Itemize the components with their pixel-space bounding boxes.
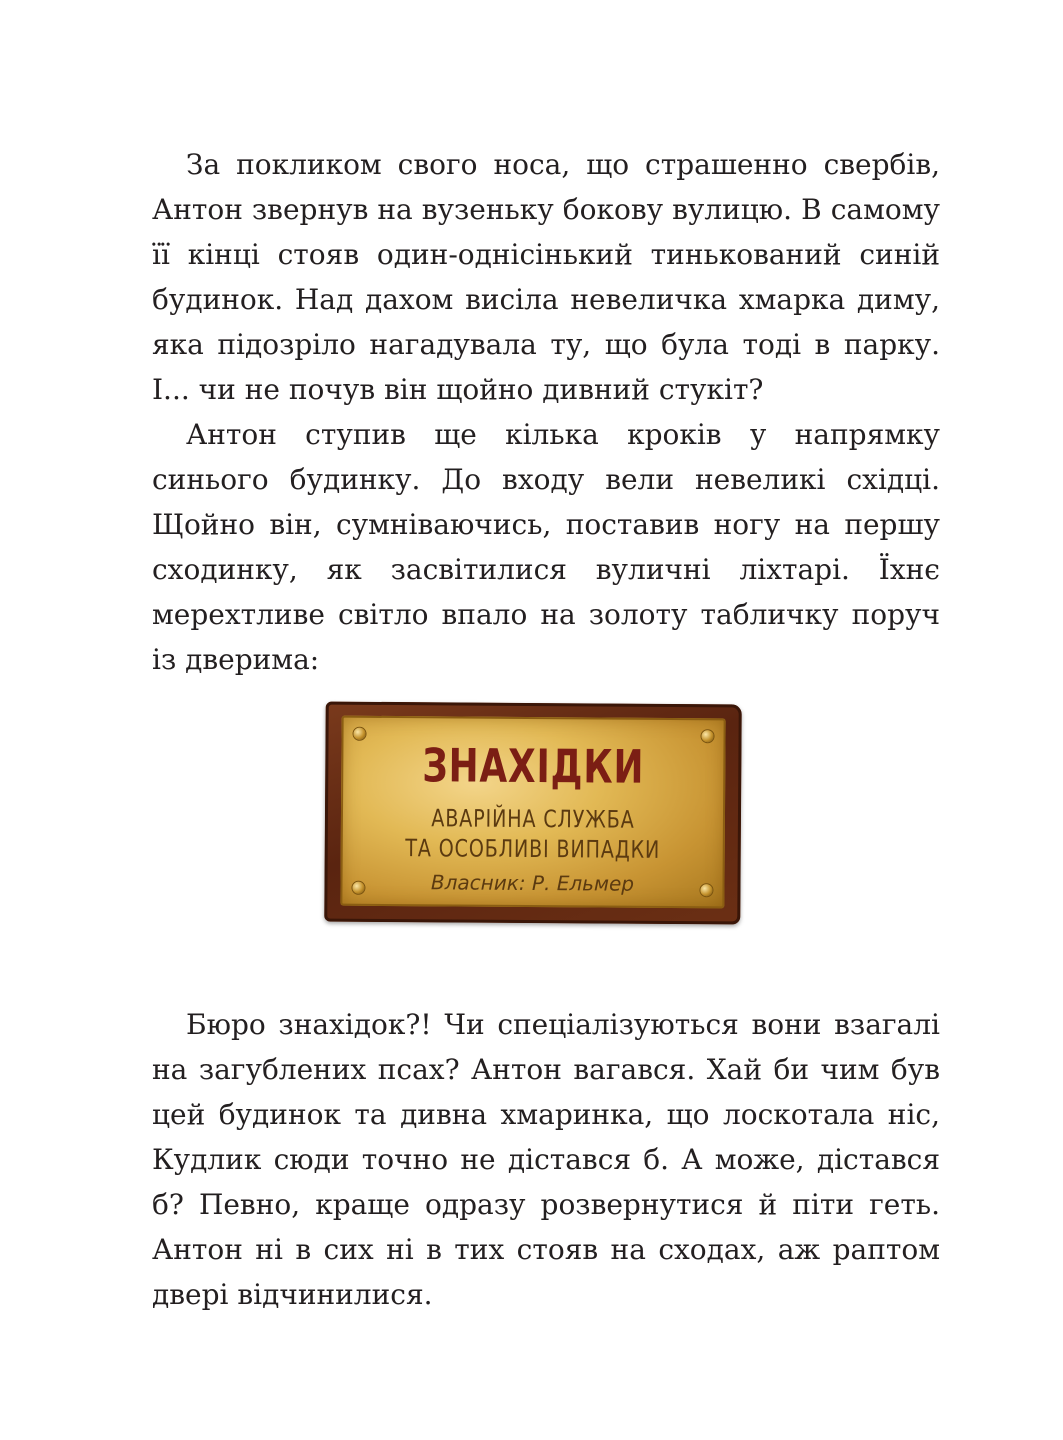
sign-subtitle-line-1: АВАРІЙНА СЛУЖБА bbox=[431, 804, 635, 834]
sign-wooden-frame bbox=[324, 702, 742, 925]
screw-icon bbox=[354, 728, 366, 740]
paragraph: Бюро знахідок?! Чи спеціалізуються вони взагалі на загублених псах? Антон вагався. Хай би чим був цей будинок та дивна хмаринка, що лоскотала ніс, Кудлик сюди точно не дістався б. А може, дістався б? Певно, краще одразу розвернутися й піти геть. Антон ні в сих ні в тих стояв на сходах, аж раптом двері відчинилися. bbox=[152, 1008, 940, 1311]
screw-icon bbox=[701, 730, 713, 742]
sign-title: ЗНАХІДКИ bbox=[422, 738, 645, 794]
sign-illustration bbox=[255, 690, 808, 940]
sign-gold-plate bbox=[340, 716, 725, 909]
sign-subtitle-line-2: ТА ОСОБЛИВІ ВИПАДКИ bbox=[405, 834, 661, 864]
text-block-top bbox=[152, 142, 940, 682]
sign-owner: Власник: Р. Ельмер bbox=[430, 870, 635, 896]
text-block-bottom bbox=[152, 1002, 940, 1317]
paragraph: За покликом свого носа, що страшенно свербів, Антон звернув на вузеньку бокову вулицю. В самому її кінці стояв один-однісінький тинькований синій будинок. Над дахом висіла невеличка хмарка диму, яка підозріло нагадувала ту, що була тоді в парку. І... чи не почув він щойно дивний стукіт? bbox=[152, 148, 940, 406]
paragraph: Антон ступив ще кілька кроків у напрямку синього будинку. До входу вели невеликі східці. Щойно він, сумніваючись, поставив ногу на першу сходинку, як засвітилися вуличні ліхтарі. Їхнє мерехтливе світло впало на золоту табличку поруч із дверима: bbox=[152, 418, 940, 676]
